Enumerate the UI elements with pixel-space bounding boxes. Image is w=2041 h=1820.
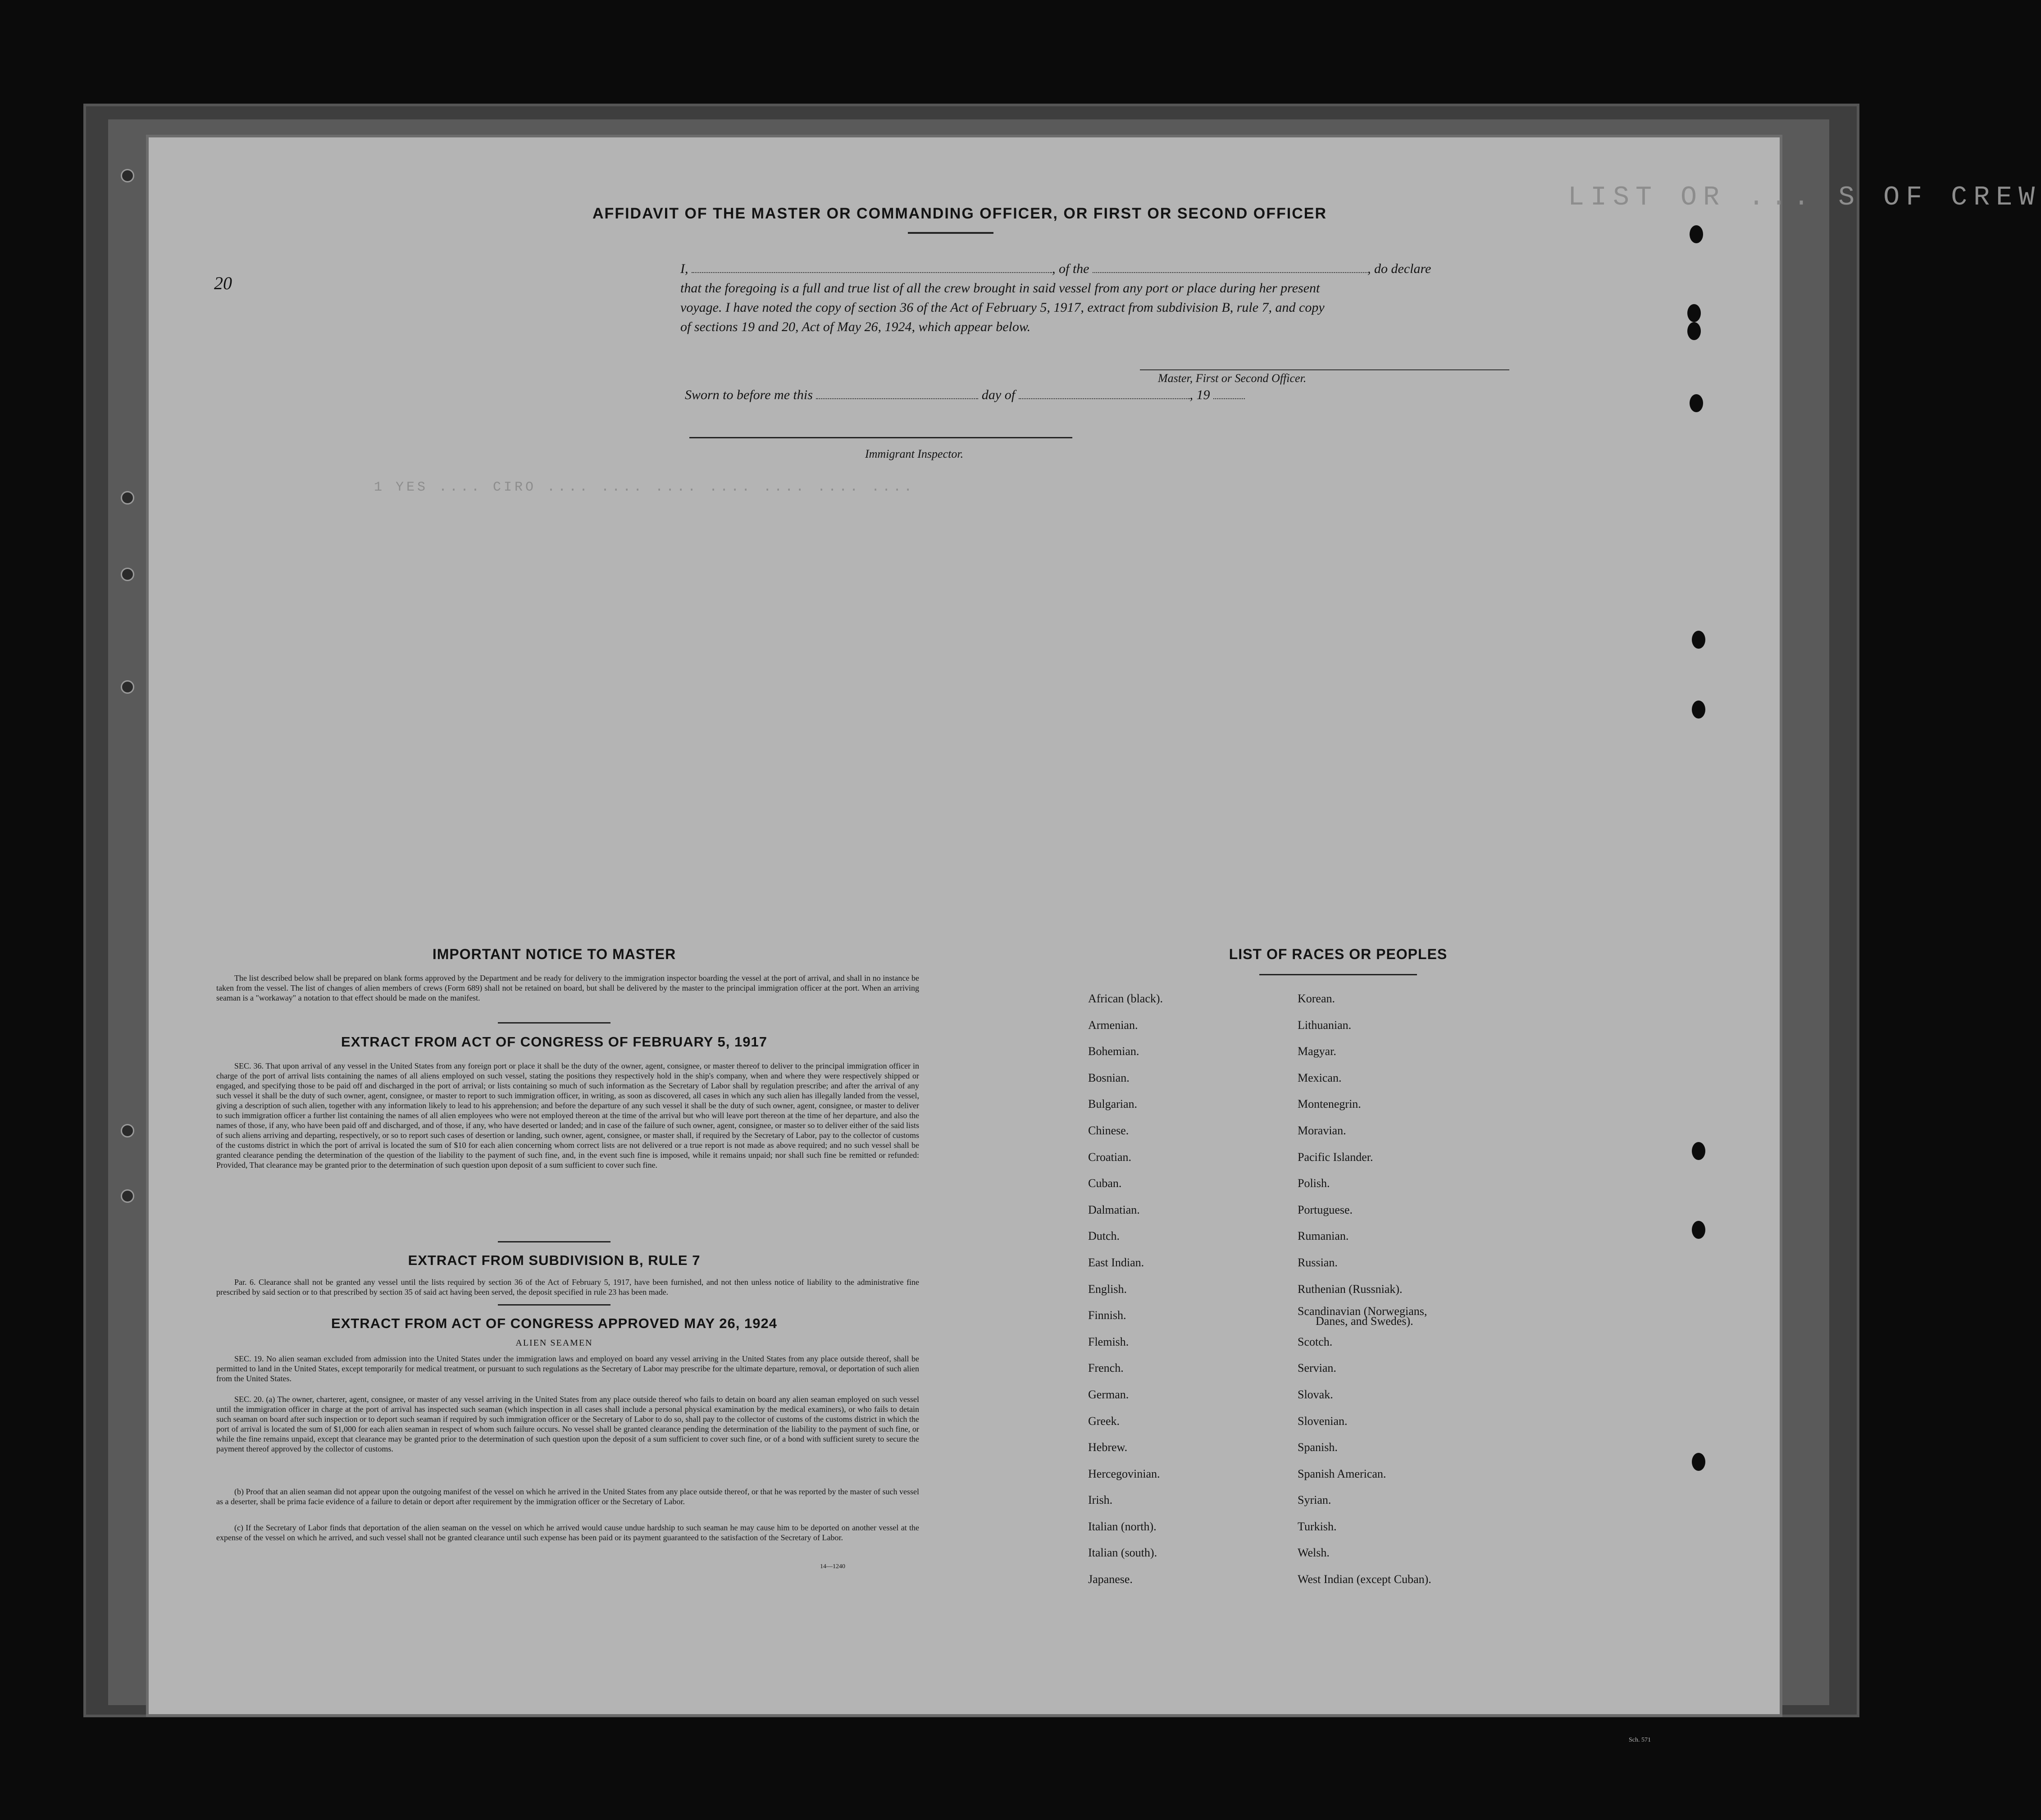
race-item: African (black).	[1088, 992, 1163, 1005]
notice-title: IMPORTANT NOTICE TO MASTER	[432, 946, 676, 962]
binder-hole	[1692, 1221, 1705, 1239]
affidavit-page	[149, 137, 2041, 1714]
race-item: Cuban.	[1088, 1177, 1122, 1190]
divider-2	[498, 1241, 610, 1242]
race-item: Polish.	[1298, 1177, 1330, 1190]
sec20c-text: (c) If the Secretary of Labor finds that deportation of the alien seaman on the vessel on which he arrived would cause undue hardship to such seaman he may cause him to be deported on another vessel at the expense of the vessel on which he arrived, and such vessel shall not be granted clearance until such expense has been paid or its payment guaranteed to the satisfaction of the Secretary of Labor.	[216, 1523, 919, 1542]
master-signature-line[interactable]	[1140, 369, 1509, 370]
affidavit-title: AFFIDAVIT OF THE MASTER OR COMMANDING OFFICER, OR FIRST OR SECOND OFFICER	[592, 205, 1327, 222]
inspector-signature-line[interactable]	[689, 437, 1072, 438]
race-item: East Indian.	[1088, 1256, 1144, 1269]
race-item: Welsh.	[1298, 1546, 1330, 1560]
binder-hole	[1690, 394, 1703, 412]
corner-label: Sch. 571	[1629, 1737, 1651, 1743]
extract1-body: SEC. 36. That upon arrival of any vessel in the United States from any foreign port or place it shall be the duty of the owner, agent, consignee, or master thereof to deliver to the principal immigration officer in charge of the port of arrival lists containing the names of all aliens employed on such vessel, stating the positions they respectively hold in the ship's company, when and where they were respectively shipped or engaged, and specifying those to be paid off and discharged in the port of arrival; or lists containing so much of such information as the Secretary of Labor shall by regulation prescribe; and after the arrival of any such vessel it shall be the duty of such owner, agent, consignee, or master to report to such immigration officer, in writing, as soon as discovered, all cases in which any such alien has illegally landed from the vessel, giving a description of such alien, together with any information likely to lead to his apprehension; and before the departure of any such vessel it shall be the duty of such owner, agent, consignee, or master to deliver to such immigration officer a further list containing the names of all alien employees who were not employed thereon at the time of the arrival but who will leave port thereon at the time of her departure, and also the names of those, if any, who have been paid off and discharged, and of those, if any, who have deserted or landed; and in case of the failure of such owner, agent, consignee, or master so to deliver either of the said lists of such aliens arriving and departing, respectively, or so to report such cases of desertion or landing, such owner, agent, consignee, or master shall, if required by the Secretary of Labor, pay to the collector of customs of the customs district in which the port of arrival is located the sum of $10 for each alien concerning whom correct lists are not delivered or a true report is not made as above required; and no such vessel shall be granted clearance pending the determination of the question of the liability to the payment of such fine, and, in the event such fine is imposed, while it remains unpaid; nor shall such fine be remitted or refunded: Provided, That clearance may be granted prior to the determination of such question upon deposit of a sum sufficient to cover such fine.	[216, 1061, 919, 1169]
affidavit-line-4: of sections 19 and 20, Act of May 26, 1924, which appear below.	[680, 319, 1031, 334]
binder-hole	[121, 1124, 134, 1138]
binder-hole	[121, 568, 134, 581]
race-item: Bosnian.	[1088, 1071, 1130, 1084]
binder-hole	[1687, 322, 1701, 340]
sworn-line	[685, 387, 1245, 403]
divider-3	[498, 1304, 610, 1306]
race-item: Danes, and Swedes).	[1316, 1315, 1413, 1328]
race-item: Irish.	[1088, 1493, 1113, 1507]
binder-hole	[1687, 304, 1701, 322]
extract1-title: EXTRACT FROM ACT OF CONGRESS OF FEBRUARY 5, 1917	[341, 1034, 767, 1050]
margin-number: 20	[214, 273, 232, 293]
race-item: Korean.	[1298, 992, 1335, 1005]
race-item: Turkish.	[1298, 1520, 1337, 1533]
binder-hole	[1692, 1453, 1705, 1471]
binder-hole	[121, 1189, 134, 1203]
race-item: Chinese.	[1088, 1124, 1129, 1137]
race-item: Magyar.	[1298, 1045, 1336, 1058]
race-item: Ruthenian (Russniak).	[1298, 1282, 1403, 1296]
race-item: French.	[1088, 1361, 1124, 1375]
race-item: Montenegrin.	[1298, 1097, 1361, 1111]
race-item: Pacific Islander.	[1298, 1150, 1373, 1164]
affidavit-i: I,	[680, 261, 688, 276]
race-item: Italian (north).	[1088, 1520, 1157, 1533]
affidavit-of-the: , of the	[1052, 261, 1089, 276]
form-number: 14—1240	[820, 1563, 845, 1570]
race-item: German.	[1088, 1388, 1129, 1401]
affidavit-line-2: that the foregoing is a full and true list of all the crew brought in said vessel from any port or place during her present	[680, 281, 1320, 296]
binder-hole	[1692, 631, 1705, 649]
binder-hole	[1692, 701, 1705, 719]
race-item: Portuguese.	[1298, 1203, 1353, 1216]
race-item: Rumanian.	[1298, 1229, 1349, 1243]
sworn-day: day of	[981, 387, 1016, 402]
ghost-header: LIST OR ... S OF CREW	[1568, 182, 2041, 213]
race-item: Syrian.	[1298, 1493, 1331, 1507]
races-underline	[1259, 974, 1417, 975]
race-item: Italian (south).	[1088, 1546, 1157, 1560]
race-item: Croatian.	[1088, 1150, 1132, 1164]
binder-hole	[121, 680, 134, 694]
race-item: Scandinavian (Norwegians,	[1298, 1305, 1427, 1318]
sworn-year: , 19	[1189, 387, 1210, 402]
race-item: Armenian.	[1088, 1018, 1138, 1032]
sworn-prefix: Sworn to before me this	[685, 387, 813, 402]
sec19-text: SEC. 19. No alien seaman excluded from admission into the United States under the immigration laws and employed on board any vessel arriving in the United States from any place outside thereof, shall be permitted to land in the United States, except temporarily for medical treatment, or pursuant to such regulations as the Secretary of Labor may prescribe for the ultimate departure, removal, or deportation of such alien from the United States.	[216, 1354, 919, 1383]
binder-hole	[1692, 1142, 1705, 1160]
sec20a-text: SEC. 20. (a) The owner, charterer, agent, consignee, or master of any vessel arriving in the United States from any place outside thereof who fails to detain on board any alien seaman employed on such vessel until the immigration officer in charge at the port of arrival has inspected such seaman (which inspection in all cases shall include a personal physical examination by the medical examiners), or who fails to detain such seaman on board after such inspection or to deport such seaman if required by such immigration officer or the Secretary of Labor to do so, shall pay to the collector of customs of the customs district in which the port of arrival is located the sum of $1,000 for each alien seaman in respect of whom such failure occurs. No vessel shall be granted clearance pending the determination of the liability to the payment of such fine, or while the fine remains unpaid, except that clearance may be granted prior to the determination of such question upon the deposit of a sum sufficient to cover such fine, or of a bond with sufficient surety to secure the payment thereof approved by the collector of customs.	[216, 1395, 919, 1453]
race-item: Dutch.	[1088, 1229, 1120, 1243]
race-item: Finnish.	[1088, 1309, 1126, 1322]
race-item: Flemish.	[1088, 1335, 1129, 1348]
sec20b-text: (b) Proof that an alien seaman did not appear upon the outgoing manifest of the vessel on which he arrived in the United States from any place outside thereof, or that he was reported by the master of such vessel as a deserter, shall be prima facie evidence of a failure to detain or deport after requirement by the immigration officer or the Secretary of Labor.	[216, 1487, 919, 1506]
extract3-subtitle: ALIEN SEAMEN	[515, 1338, 593, 1348]
extract2-body: Par. 6. Clearance shall not be granted any vessel until the lists required by section 36 of the Act of February 5, 1917, have been furnished, and not then unless notice of liability to the administrative fine prescribed by said section or to that prescribed by section 35 of said act having been served, the deposit specified in rule 23 has been made.	[216, 1278, 919, 1297]
race-item: Moravian.	[1298, 1124, 1346, 1137]
divider-1	[498, 1022, 610, 1024]
name-blank[interactable]	[692, 272, 1052, 273]
race-item: Spanish.	[1298, 1441, 1338, 1454]
sworn-year-blank[interactable]	[1213, 398, 1245, 399]
notice-body: The list described below shall be prepared on blank forms approved by the Department and be ready for delivery to the immigration inspector boarding the vessel at the port of arrival, and shall in no instance be taken from the vessel. The list of changes of alien members of crews (Form 689) shall not be retained on board, but shall be delivered by the master to the principal immigration officer at the port. When an arriving seaman is a "workaway" a notation to that effect should be made on the manifest.	[216, 974, 919, 1002]
extract3-title: EXTRACT FROM ACT OF CONGRESS APPROVED MAY 26, 1924	[331, 1315, 777, 1331]
binder-hole	[121, 491, 134, 505]
sworn-date-blank[interactable]	[816, 398, 978, 399]
extract2-title: EXTRACT FROM SUBDIVISION B, RULE 7	[408, 1252, 701, 1268]
race-item: Slovak.	[1298, 1388, 1333, 1401]
title-underline	[908, 232, 993, 234]
master-caption: Master, First or Second Officer.	[1158, 372, 1307, 385]
race-item: Hebrew.	[1088, 1441, 1128, 1454]
affidavit-line-3: voyage. I have noted the copy of section 36 of the Act of February 5, 1917, extract from subdivision B, rule 7, and copy	[680, 300, 1325, 315]
sworn-month-blank[interactable]	[1019, 398, 1190, 399]
race-item: West Indian (except Cuban).	[1298, 1573, 1431, 1586]
binder-hole	[1690, 225, 1703, 243]
race-item: Russian.	[1298, 1256, 1338, 1269]
race-item: Scotch.	[1298, 1335, 1333, 1348]
affidavit-declare: , do declare	[1367, 261, 1431, 276]
race-item: Bohemian.	[1088, 1045, 1139, 1058]
binder-hole	[121, 169, 134, 182]
race-item: Dalmatian.	[1088, 1203, 1140, 1216]
races-left-column	[1088, 986, 1163, 1593]
race-item: English.	[1088, 1282, 1127, 1296]
race-item: Lithuanian.	[1298, 1018, 1352, 1032]
race-item: Japanese.	[1088, 1573, 1133, 1586]
races-title: LIST OF RACES OR PEOPLES	[1229, 946, 1448, 962]
race-item: Hercegovinian.	[1088, 1467, 1160, 1480]
race-item: Mexican.	[1298, 1071, 1342, 1084]
race-item: Bulgarian.	[1088, 1097, 1138, 1111]
race-item: Spanish American.	[1298, 1467, 1386, 1480]
races-right-column	[1298, 986, 1431, 1593]
inspector-caption: Immigrant Inspector.	[865, 447, 964, 460]
ghost-row: 1 YES .... CIRO .... .... .... .... .... .... ....	[374, 480, 915, 495]
affidavit-statement	[680, 259, 1536, 337]
race-item: Servian.	[1298, 1361, 1336, 1375]
race-item: Slovenian.	[1298, 1414, 1348, 1428]
vessel-blank[interactable]	[1093, 272, 1367, 273]
race-item: Greek.	[1088, 1414, 1120, 1428]
